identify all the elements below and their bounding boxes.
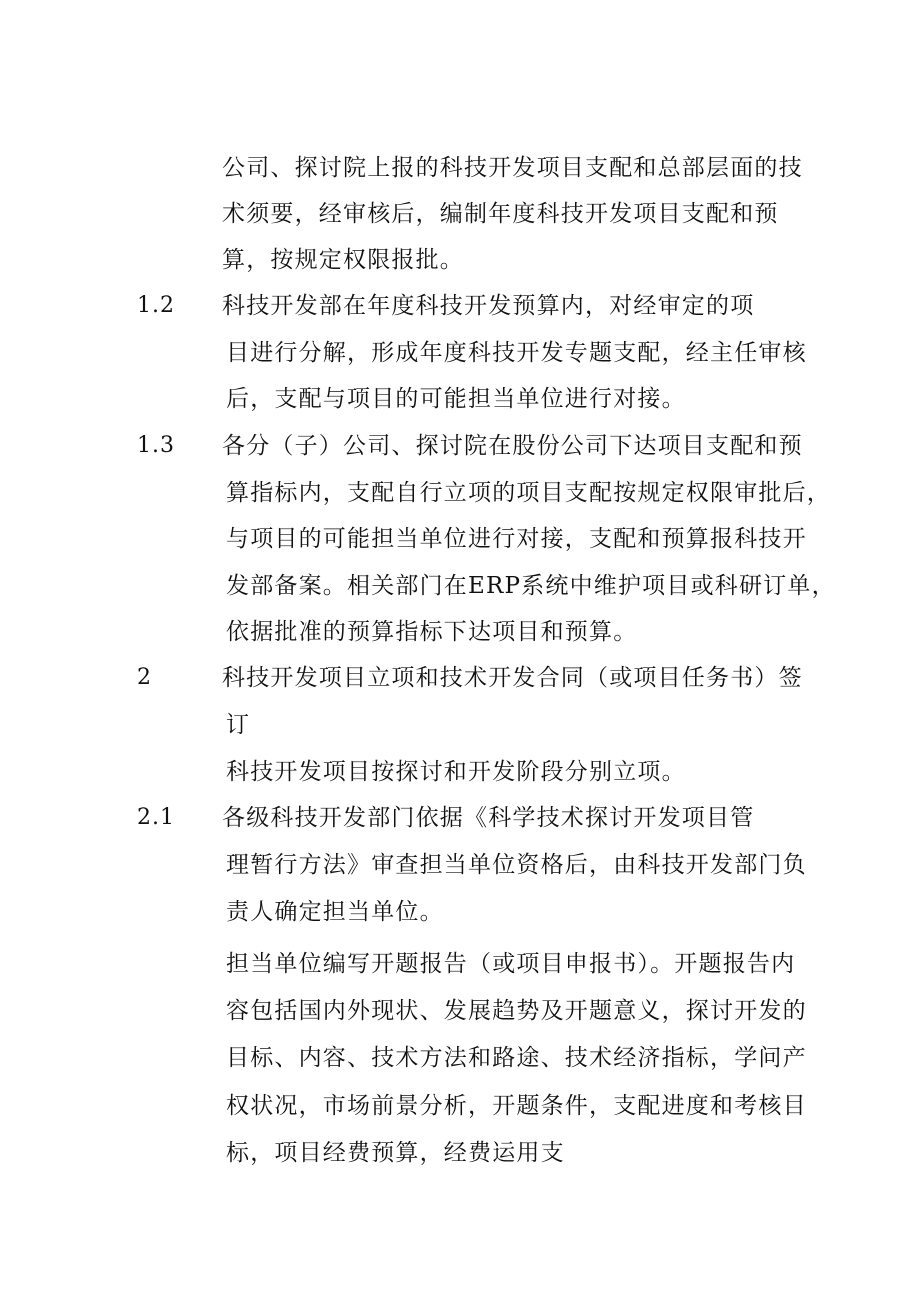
section-number: 2.1 bbox=[137, 805, 175, 830]
text-line: 科技开发项目按探讨和开发阶段分别立项。 bbox=[226, 759, 686, 785]
text-line: 权状况，市场前景分析，开题条件，支配进度和考核目 bbox=[226, 1093, 807, 1119]
text-line: 目标、内容、技术方法和路途、技术经济指标，学问产 bbox=[226, 1045, 807, 1071]
text-line: 公司、探讨院上报的科技开发项目支配和总部层面的技 bbox=[222, 155, 803, 181]
text-line: 术须要，经审核后，编制年度科技开发项目支配和预 bbox=[222, 201, 779, 227]
text-line: 科技开发部在年度科技开发预算内，对经审定的项 bbox=[222, 293, 755, 319]
text-line: 容包括国内外现状、发展趋势及开题意义，探讨开发的 bbox=[226, 998, 807, 1024]
text-line: 算，按规定权限报批。 bbox=[222, 247, 464, 273]
text-line: 理暂行方法》审查担当单位资格后，由科技开发部门负 bbox=[226, 852, 807, 878]
text-line: 各级科技开发部门依据《科学技术探讨开发项目管 bbox=[222, 805, 755, 831]
text-line: 后，支配与项目的可能担当单位进行对接。 bbox=[226, 386, 686, 412]
text-line: 与项目的可能担当单位进行对接，支配和预算报科技开 bbox=[226, 526, 807, 552]
section-heading: 科技开发项目立项和技术开发合同（或项目任务书）签 bbox=[222, 665, 803, 691]
text-line: 责人确定担当单位。 bbox=[226, 899, 444, 925]
section-number: 2 bbox=[137, 665, 152, 690]
text-line: 算指标内，支配自行立项的项目支配按规定权限审批后， bbox=[226, 480, 831, 506]
text-line: 目进行分解，形成年度科技开发专题支配，经主任审核 bbox=[226, 340, 807, 366]
section-number: 1.2 bbox=[137, 293, 175, 318]
text-line: 发部备案。相关部门在ERP系统中维护项目或科研订单， bbox=[226, 573, 836, 599]
text-line: 担当单位编写开题报告（或项目申报书）。开题报告内 bbox=[226, 951, 796, 977]
text-line: 标，项目经费预算，经费运用支 bbox=[226, 1140, 565, 1166]
section-number: 1.3 bbox=[137, 433, 175, 458]
text-line: 依据批准的预算指标下达项目和预算。 bbox=[226, 619, 638, 645]
text-line: 订 bbox=[226, 712, 251, 738]
text-line: 各分（子）公司、探讨院在股份公司下达项目支配和预 bbox=[222, 433, 803, 459]
